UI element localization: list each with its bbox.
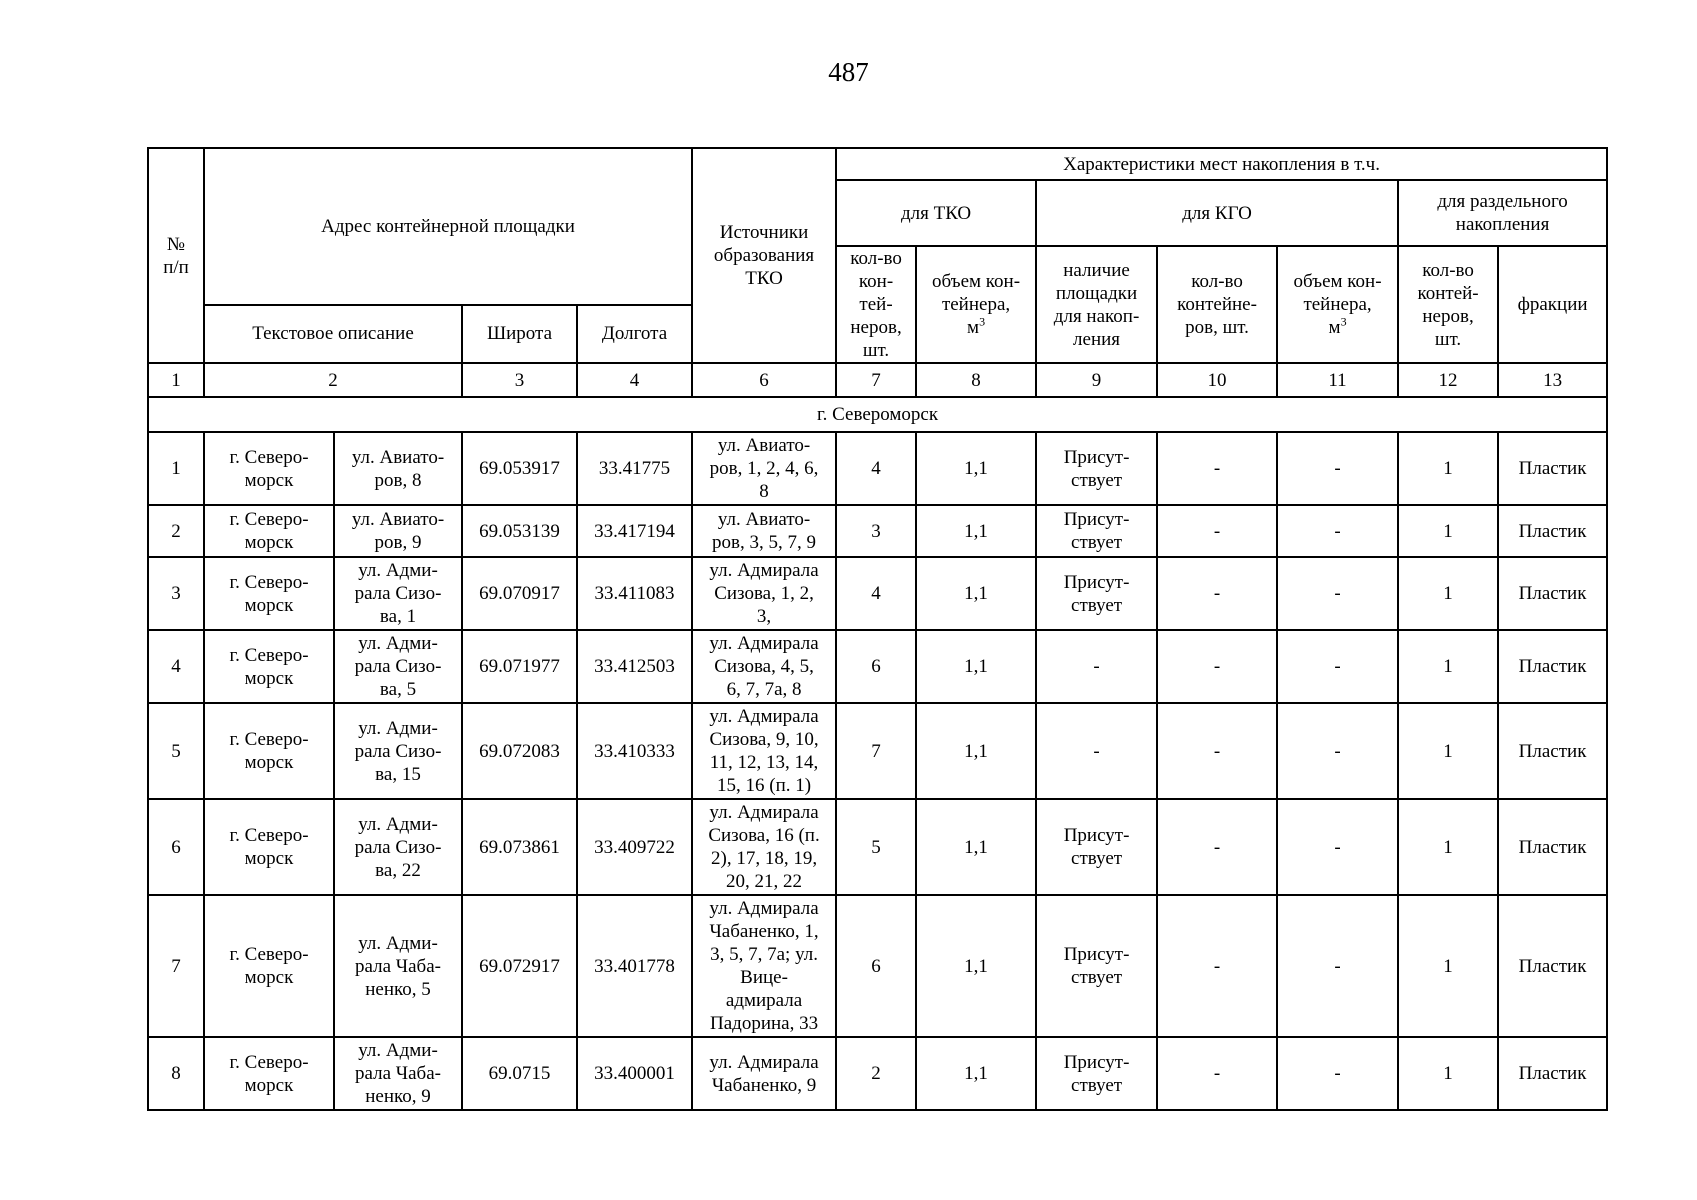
header-lon: Долгота: [577, 305, 692, 364]
row-number: 8: [148, 1037, 204, 1110]
unit-superscript: 3: [1340, 314, 1347, 329]
header-address: Адрес контейнерной площадки: [204, 148, 692, 305]
street-cell: ул. Авиато- ров, 9: [334, 505, 462, 557]
header-text-desc: Текстовое описание: [204, 305, 462, 364]
sep-count-cell: 1: [1398, 895, 1498, 1037]
kgo-volume-cell: -: [1277, 1037, 1398, 1110]
source-cell: ул. Адмирала Сизова, 4, 5, 6, 7, 7а, 8: [692, 630, 836, 703]
sep-fraction-cell: Пластик: [1498, 630, 1607, 703]
kgo-volume-cell: -: [1277, 557, 1398, 630]
latitude-cell: 69.053139: [462, 505, 577, 557]
longitude-cell: 33.412503: [577, 630, 692, 703]
header-num: № п/п: [148, 148, 204, 363]
tko-count-cell: 3: [836, 505, 916, 557]
row-number: 4: [148, 630, 204, 703]
column-number: 13: [1498, 363, 1607, 397]
column-number: 4: [577, 363, 692, 397]
table-header: [148, 148, 1607, 397]
kgo-site-cell: -: [1036, 703, 1157, 799]
tko-count-cell: 2: [836, 1037, 916, 1110]
sep-fraction-cell: Пластик: [1498, 799, 1607, 895]
column-number: 3: [462, 363, 577, 397]
sep-fraction-cell: Пластик: [1498, 1037, 1607, 1110]
sep-count-cell: 1: [1398, 432, 1498, 505]
unit-superscript: 3: [979, 314, 986, 329]
table-row: [148, 432, 1607, 505]
kgo-count-cell: -: [1157, 799, 1277, 895]
tko-volume-cell: 1,1: [916, 703, 1036, 799]
table-row: [148, 703, 1607, 799]
header-sep-fraction: фракции: [1498, 246, 1607, 363]
sep-count-cell: 1: [1398, 799, 1498, 895]
sep-fraction-cell: Пластик: [1498, 895, 1607, 1037]
page-number: 487: [828, 57, 869, 87]
column-number: 12: [1398, 363, 1498, 397]
city-cell: г. Северо- морск: [204, 505, 334, 557]
header-lat: Широта: [462, 305, 577, 364]
city-cell: г. Северо- морск: [204, 1037, 334, 1110]
latitude-cell: 69.072917: [462, 895, 577, 1037]
latitude-cell: 69.070917: [462, 557, 577, 630]
kgo-count-cell: -: [1157, 895, 1277, 1037]
latitude-cell: 69.073861: [462, 799, 577, 895]
city-cell: г. Северо- морск: [204, 630, 334, 703]
city-cell: г. Северо- морск: [204, 557, 334, 630]
tko-count-cell: 5: [836, 799, 916, 895]
column-number: 7: [836, 363, 916, 397]
sep-count-cell: 1: [1398, 1037, 1498, 1110]
longitude-cell: 33.41775: [577, 432, 692, 505]
tko-volume-cell: 1,1: [916, 1037, 1036, 1110]
tko-count-cell: 4: [836, 432, 916, 505]
longitude-cell: 33.409722: [577, 799, 692, 895]
latitude-cell: 69.0715: [462, 1037, 577, 1110]
kgo-count-cell: -: [1157, 432, 1277, 505]
kgo-volume-cell: -: [1277, 703, 1398, 799]
street-cell: ул. Адми- рала Сизо- ва, 22: [334, 799, 462, 895]
header-tko-volume: объем кон- тейнера, $м^3$: [916, 246, 1036, 363]
kgo-count-cell: -: [1157, 703, 1277, 799]
kgo-site-cell: -: [1036, 630, 1157, 703]
kgo-site-cell: Присут- ствует: [1036, 432, 1157, 505]
tko-volume-cell: 1,1: [916, 557, 1036, 630]
longitude-cell: 33.401778: [577, 895, 692, 1037]
sep-fraction-cell: Пластик: [1498, 557, 1607, 630]
street-cell: ул. Адми- рала Сизо- ва, 1: [334, 557, 462, 630]
header-sep-count: кол-во контей- неров, шт.: [1398, 246, 1498, 363]
city-cell: г. Северо- морск: [204, 895, 334, 1037]
street-cell: ул. Адми- рала Сизо- ва, 15: [334, 703, 462, 799]
header-kgo-count: кол-во контейне- ров, шт.: [1157, 246, 1277, 363]
header-kgo-site: наличие площадки для накоп- ления: [1036, 246, 1157, 363]
kgo-count-cell: -: [1157, 1037, 1277, 1110]
kgo-site-cell: Присут- ствует: [1036, 895, 1157, 1037]
kgo-volume-cell: -: [1277, 630, 1398, 703]
table-row: [148, 1037, 1607, 1110]
row-number: 5: [148, 703, 204, 799]
kgo-count-cell: -: [1157, 630, 1277, 703]
kgo-count-cell: -: [1157, 505, 1277, 557]
header-characteristics: Характеристики мест накопления в т.ч.: [836, 148, 1607, 180]
street-cell: ул. Адми- рала Сизо- ва, 5: [334, 630, 462, 703]
row-number: 7: [148, 895, 204, 1037]
table-row: [148, 630, 1607, 703]
header-tko-count: кол-во кон- тей- неров, шт.: [836, 246, 916, 363]
row-number: 3: [148, 557, 204, 630]
tko-count-cell: 7: [836, 703, 916, 799]
table-row: [148, 557, 1607, 630]
header-source: Источники образования ТКО: [692, 148, 836, 363]
sep-fraction-cell: Пластик: [1498, 703, 1607, 799]
kgo-site-cell: Присут- ствует: [1036, 557, 1157, 630]
sep-count-cell: 1: [1398, 703, 1498, 799]
tko-volume-cell: 1,1: [916, 505, 1036, 557]
latitude-cell: 69.072083: [462, 703, 577, 799]
street-cell: ул. Адми- рала Чаба- ненко, 5: [334, 895, 462, 1037]
city-cell: г. Северо- морск: [204, 799, 334, 895]
latitude-cell: 69.071977: [462, 630, 577, 703]
sep-count-cell: 1: [1398, 630, 1498, 703]
source-cell: ул. Адмирала Чабаненко, 1, 3, 5, 7, 7а; ул. Вице- адмирала Падорина, 33: [692, 895, 836, 1037]
street-cell: ул. Адми- рала Чаба- ненко, 9: [334, 1037, 462, 1110]
kgo-site-cell: Присут- ствует: [1036, 1037, 1157, 1110]
column-number: 2: [204, 363, 462, 397]
kgo-volume-cell: -: [1277, 505, 1398, 557]
longitude-cell: 33.400001: [577, 1037, 692, 1110]
source-cell: ул. Авиато- ров, 3, 5, 7, 9: [692, 505, 836, 557]
source-cell: ул. Адмирала Сизова, 16 (п. 2), 17, 18, 19, 20, 21, 22: [692, 799, 836, 895]
city-cell: г. Северо- морск: [204, 703, 334, 799]
sep-count-cell: 1: [1398, 557, 1498, 630]
column-number: 6: [692, 363, 836, 397]
table-row: [148, 505, 1607, 557]
header-kgo-volume: объем кон- тейнера, $м^3$: [1277, 246, 1398, 363]
section-row: [148, 397, 1607, 432]
kgo-volume-cell: -: [1277, 432, 1398, 505]
longitude-cell: 33.411083: [577, 557, 692, 630]
column-number: 9: [1036, 363, 1157, 397]
kgo-volume-cell: -: [1277, 895, 1398, 1037]
sep-count-cell: 1: [1398, 505, 1498, 557]
longitude-cell: 33.410333: [577, 703, 692, 799]
source-cell: ул. Адмирала Сизова, 9, 10, 11, 12, 13, 14, 15, 16 (п. 1): [692, 703, 836, 799]
longitude-cell: 33.417194: [577, 505, 692, 557]
header-tko: для ТКО: [836, 180, 1036, 246]
column-number: 11: [1277, 363, 1398, 397]
table-row: [148, 895, 1607, 1037]
tko-volume-cell: 1,1: [916, 895, 1036, 1037]
sep-fraction-cell: Пластик: [1498, 432, 1607, 505]
header-kgo: для КГО: [1036, 180, 1398, 246]
sep-fraction-cell: Пластик: [1498, 505, 1607, 557]
row-number: 6: [148, 799, 204, 895]
source-cell: ул. Адмирала Чабаненко, 9: [692, 1037, 836, 1110]
source-cell: ул. Авиато- ров, 1, 2, 4, 6, 8: [692, 432, 836, 505]
section-title: г. Североморск: [148, 397, 1607, 432]
tko-count-cell: 4: [836, 557, 916, 630]
column-number: 1: [148, 363, 204, 397]
kgo-site-cell: Присут- ствует: [1036, 505, 1157, 557]
street-cell: ул. Авиато- ров, 8: [334, 432, 462, 505]
header-separate: для раздельного накопления: [1398, 180, 1607, 246]
column-numbers-row: [148, 363, 1607, 397]
row-number: 1: [148, 432, 204, 505]
table-body: [148, 397, 1607, 1110]
tko-volume-cell: 1,1: [916, 432, 1036, 505]
row-number: 2: [148, 505, 204, 557]
column-number: 10: [1157, 363, 1277, 397]
kgo-volume-cell: -: [1277, 799, 1398, 895]
tko-volume-cell: 1,1: [916, 630, 1036, 703]
table-row: [148, 799, 1607, 895]
container-sites-table: [147, 147, 1608, 1111]
tko-count-cell: 6: [836, 630, 916, 703]
latitude-cell: 69.053917: [462, 432, 577, 505]
kgo-site-cell: Присут- ствует: [1036, 799, 1157, 895]
city-cell: г. Северо- морск: [204, 432, 334, 505]
column-number: 8: [916, 363, 1036, 397]
source-cell: ул. Адмирала Сизова, 1, 2, 3,: [692, 557, 836, 630]
tko-count-cell: 6: [836, 895, 916, 1037]
tko-volume-cell: 1,1: [916, 799, 1036, 895]
kgo-count-cell: -: [1157, 557, 1277, 630]
